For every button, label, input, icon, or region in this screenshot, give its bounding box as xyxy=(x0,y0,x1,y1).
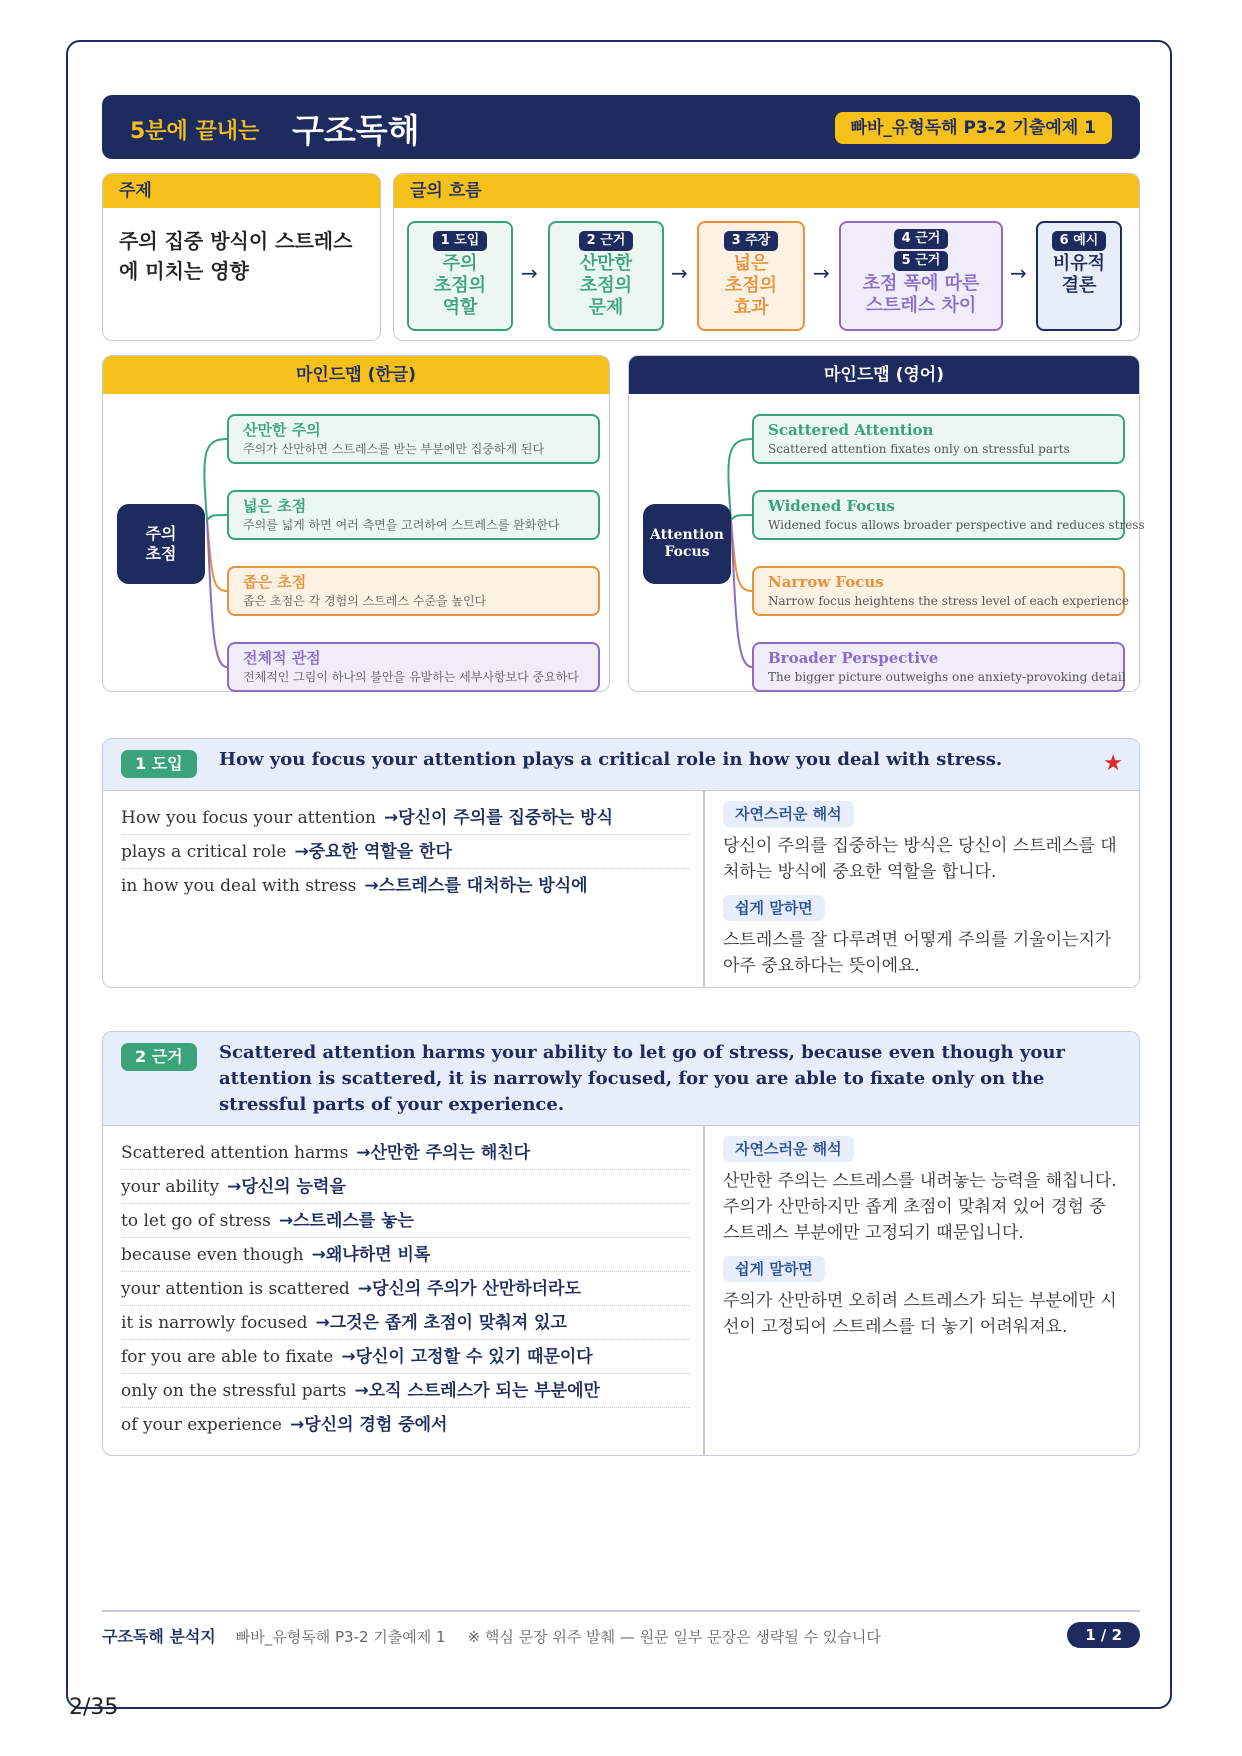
chunk-list xyxy=(121,1136,691,1442)
flow-node-tag: 1 도입 xyxy=(433,231,488,251)
section-header xyxy=(103,739,1139,791)
flow-text-line: 문제 xyxy=(588,297,624,318)
easy-explanation: 주의가 산만하면 오히려 스트레스가 되는 부분에만 시선이 고정되어 스트레스를 더 놓기 어려워져요. xyxy=(723,1291,1117,1337)
mindmap-en-node xyxy=(752,414,1125,464)
topic-header: 주제 xyxy=(103,174,380,208)
topic-line: 에 미치는 영향 xyxy=(119,259,249,283)
chunk-ko: →당신의 능력을 xyxy=(227,1177,346,1197)
root-line: Focus xyxy=(664,544,710,560)
flow-node-evidence-4-5 xyxy=(839,221,1003,331)
mindmap-ko-node xyxy=(227,414,600,464)
chunk-ko: →그것은 좁게 초점이 맞춰져 있고 xyxy=(315,1313,567,1333)
flow-node-tag: 6 예시 xyxy=(1052,231,1107,251)
flow-text-line: 초점의 xyxy=(579,275,633,296)
flow-node-text xyxy=(699,253,803,319)
flow-node-tag: 2 근거 xyxy=(579,231,634,251)
topic-box xyxy=(102,173,381,341)
mindmap-en-node xyxy=(752,566,1129,616)
node-desc: 전체적인 그림이 하나의 불안을 유발하는 세부사항보다 중요하다 xyxy=(243,670,579,684)
root-line: 초점 xyxy=(145,544,177,563)
flow-text-line: 결론 xyxy=(1061,275,1097,296)
flow-node-tag: 5 근거 xyxy=(894,251,949,271)
flow-header: 글의 흐름 xyxy=(394,174,1139,208)
chunk-row xyxy=(121,1136,691,1170)
chunk-en: How you focus your attention xyxy=(121,808,376,828)
easy-explanation-tag: 쉽게 말하면 xyxy=(723,895,825,921)
flow-node-claim xyxy=(697,221,805,331)
flow-text-line: 초점의 xyxy=(724,275,778,296)
chunk-row xyxy=(121,1272,691,1306)
footer-title: 구조독해 분석지 xyxy=(102,1627,216,1646)
flow-text-line: 초점의 xyxy=(433,275,487,296)
translation-panel xyxy=(723,801,1121,979)
header-source-badge: 빠바_유형독해 P3-2 기출예제 1 xyxy=(835,112,1112,144)
flow-node-evidence xyxy=(548,221,664,331)
chunk-en: your attention is scattered xyxy=(121,1279,350,1299)
section-sentence: Scattered attention harms your ability to let go of stress, because even though your attention is scattered, it is narrowly focused, for you are able to fixate only on the stressful parts of your experience. xyxy=(219,1042,1065,1115)
flow-node-example xyxy=(1036,221,1122,331)
mindmap-en-node xyxy=(752,642,1125,692)
chunk-row xyxy=(121,835,691,869)
natural-translation: 당신이 주의를 집중하는 방식은 당신이 스트레스를 대처하는 방식에 중요한 역할을 합니다. xyxy=(723,836,1117,882)
natural-translation: 산만한 주의는 스트레스를 내려놓는 능력을 해칩니다. 주의가 산만하지만 좁게 초점이 맞춰져 있어 경험 중 스트레스 부분에만 고정되기 때문입니다. xyxy=(723,1171,1117,1243)
mindmap-ko-node xyxy=(227,490,600,540)
chunk-row xyxy=(121,1170,691,1204)
flow-text-line: 주의 xyxy=(442,253,478,274)
section-badge: 1 도입 xyxy=(121,750,197,778)
section-evidence xyxy=(102,1031,1140,1456)
mindmap-en-node xyxy=(752,490,1145,540)
node-title: Broader Perspective xyxy=(768,649,939,667)
natural-translation-tag: 자연스러운 해석 xyxy=(723,801,854,827)
chunk-row xyxy=(121,801,691,835)
chunk-en: of your experience xyxy=(121,1415,282,1435)
chunk-en: in how you deal with stress xyxy=(121,876,357,896)
flow-node-text xyxy=(1038,253,1120,297)
star-icon: ★ xyxy=(1103,751,1123,776)
flow-text-line: 초점 폭에 따른 xyxy=(862,273,980,294)
chunk-en: plays a critical role xyxy=(121,842,287,862)
flow-text-line: 넓은 xyxy=(733,253,769,274)
footer-note: ※ 핵심 문장 위주 발췌 — 원문 일부 문장은 생략될 수 있습니다 xyxy=(467,1628,881,1646)
translation-panel xyxy=(723,1136,1121,1340)
section-header xyxy=(103,1032,1139,1126)
section-sentence: How you focus your attention plays a critical role in how you deal with stress. xyxy=(219,749,1003,770)
flow-text-line: 산만한 xyxy=(579,253,633,274)
flow-node-text xyxy=(409,253,511,319)
node-title: 넓은 초점 xyxy=(243,497,307,515)
flow-node-text xyxy=(550,253,662,319)
chunk-ko: →당신의 경험 중에서 xyxy=(290,1415,448,1435)
chunk-ko: →왜냐하면 비록 xyxy=(311,1245,431,1265)
flow-arrow: → xyxy=(1010,261,1027,285)
section-divider xyxy=(703,1126,705,1455)
chunk-en: it is narrowly focused xyxy=(121,1313,308,1333)
footer-page-badge: 1 / 2 xyxy=(1067,1622,1140,1648)
flow-text-line: 효과 xyxy=(733,297,769,318)
chunk-row xyxy=(121,1204,691,1238)
header-title: 구조독해 xyxy=(292,111,420,150)
chunk-en: only on the stressful parts xyxy=(121,1381,347,1401)
chunk-row xyxy=(121,869,691,903)
flow-text-line: 비유적 xyxy=(1052,253,1106,274)
flow-node-tag: 3 주장 xyxy=(724,231,779,251)
node-title: Narrow Focus xyxy=(768,573,884,591)
chunk-row xyxy=(121,1374,691,1408)
node-title: Widened Focus xyxy=(768,497,895,515)
flow-arrow: → xyxy=(813,261,830,285)
chunk-row xyxy=(121,1408,691,1442)
chunk-ko: →스트레스를 놓는 xyxy=(278,1211,414,1231)
chunk-ko: →당신이 주의를 집중하는 방식 xyxy=(383,808,613,828)
flow-text-line: 스트레스 차이 xyxy=(865,295,977,316)
easy-explanation: 스트레스를 잘 다루려면 어떻게 주의를 기울이는지가 아주 중요하다는 뜻이에요. xyxy=(723,930,1112,976)
mindmap-ko-node xyxy=(227,566,600,616)
node-title: 전체적 관점 xyxy=(243,649,321,667)
footer-divider xyxy=(102,1610,1140,1612)
chunk-en: for you are able to fixate xyxy=(121,1347,334,1367)
topic-text xyxy=(103,208,380,286)
natural-translation-tag: 자연스러운 해석 xyxy=(723,1136,854,1162)
node-title: 산만한 주의 xyxy=(243,421,321,439)
node-desc: 주의가 산만하면 스트레스를 받는 부분에만 집중하게 된다 xyxy=(243,442,545,456)
footer xyxy=(102,1624,881,1647)
flow-arrow: → xyxy=(521,261,538,285)
node-desc: Narrow focus heightens the stress level of each experience xyxy=(768,594,1129,608)
node-title: Scattered Attention xyxy=(768,421,934,439)
viewer-page-indicator: 2/35 xyxy=(69,1695,119,1720)
flow-text-line: 역할 xyxy=(442,297,478,318)
chunk-row xyxy=(121,1340,691,1374)
mindmap-en-root xyxy=(643,504,731,584)
page-header xyxy=(102,95,1140,159)
chunk-ko: →산만한 주의는 해친다 xyxy=(356,1143,531,1163)
chunk-en: Scattered attention harms xyxy=(121,1143,349,1163)
chunk-en: your ability xyxy=(121,1177,220,1197)
chunk-ko: →스트레스를 대처하는 방식에 xyxy=(364,876,588,896)
chunk-row xyxy=(121,1238,691,1272)
node-desc: Scattered attention fixates only on stressful parts xyxy=(768,442,1070,456)
flow-node-text xyxy=(841,273,1001,317)
chunk-en: because even though xyxy=(121,1245,304,1265)
node-title: 좁은 초점 xyxy=(243,573,307,591)
mindmap-ko-node xyxy=(227,642,600,692)
node-desc: 좁은 초점은 각 경험의 스트레스 수준을 높인다 xyxy=(243,594,487,608)
topic-line: 주의 집중 방식이 스트레스 xyxy=(119,229,353,253)
chunk-ko: →오직 스트레스가 되는 부분에만 xyxy=(354,1381,600,1401)
node-desc: Widened focus allows broader perspective and reduces stress xyxy=(768,518,1145,532)
root-line: Attention xyxy=(650,527,724,543)
chunk-list xyxy=(121,801,691,903)
node-desc: The bigger picture outweighs one anxiety-provoking detail xyxy=(768,670,1126,684)
flow-node-intro xyxy=(407,221,513,331)
mindmap-ko-root xyxy=(117,504,205,584)
root-line: 주의 xyxy=(145,524,177,543)
chunk-ko: →중요한 역할을 한다 xyxy=(294,842,452,862)
header-subtitle: 5분에 끝내는 xyxy=(130,119,260,144)
section-badge: 2 근거 xyxy=(121,1043,197,1071)
node-desc: 주의를 넓게 하면 여러 측면을 고려하여 스트레스를 완화한다 xyxy=(243,518,560,532)
chunk-en: to let go of stress xyxy=(121,1211,271,1231)
flow-node-tag: 4 근거 xyxy=(894,229,949,249)
mindmap-ko-header: 마인드맵 (한글) xyxy=(103,356,609,394)
chunk-ko: →당신이 고정할 수 있기 때문이다 xyxy=(341,1347,593,1367)
mindmap-en-header: 마인드맵 (영어) xyxy=(629,356,1139,394)
section-divider xyxy=(703,791,705,987)
easy-explanation-tag: 쉽게 말하면 xyxy=(723,1256,825,1282)
flow-arrow: → xyxy=(671,261,688,285)
chunk-ko: →당신의 주의가 산만하더라도 xyxy=(357,1279,581,1299)
chunk-row xyxy=(121,1306,691,1340)
section-intro xyxy=(102,738,1140,988)
footer-source: 빠바_유형독해 P3-2 기출예제 1 xyxy=(235,1628,446,1646)
